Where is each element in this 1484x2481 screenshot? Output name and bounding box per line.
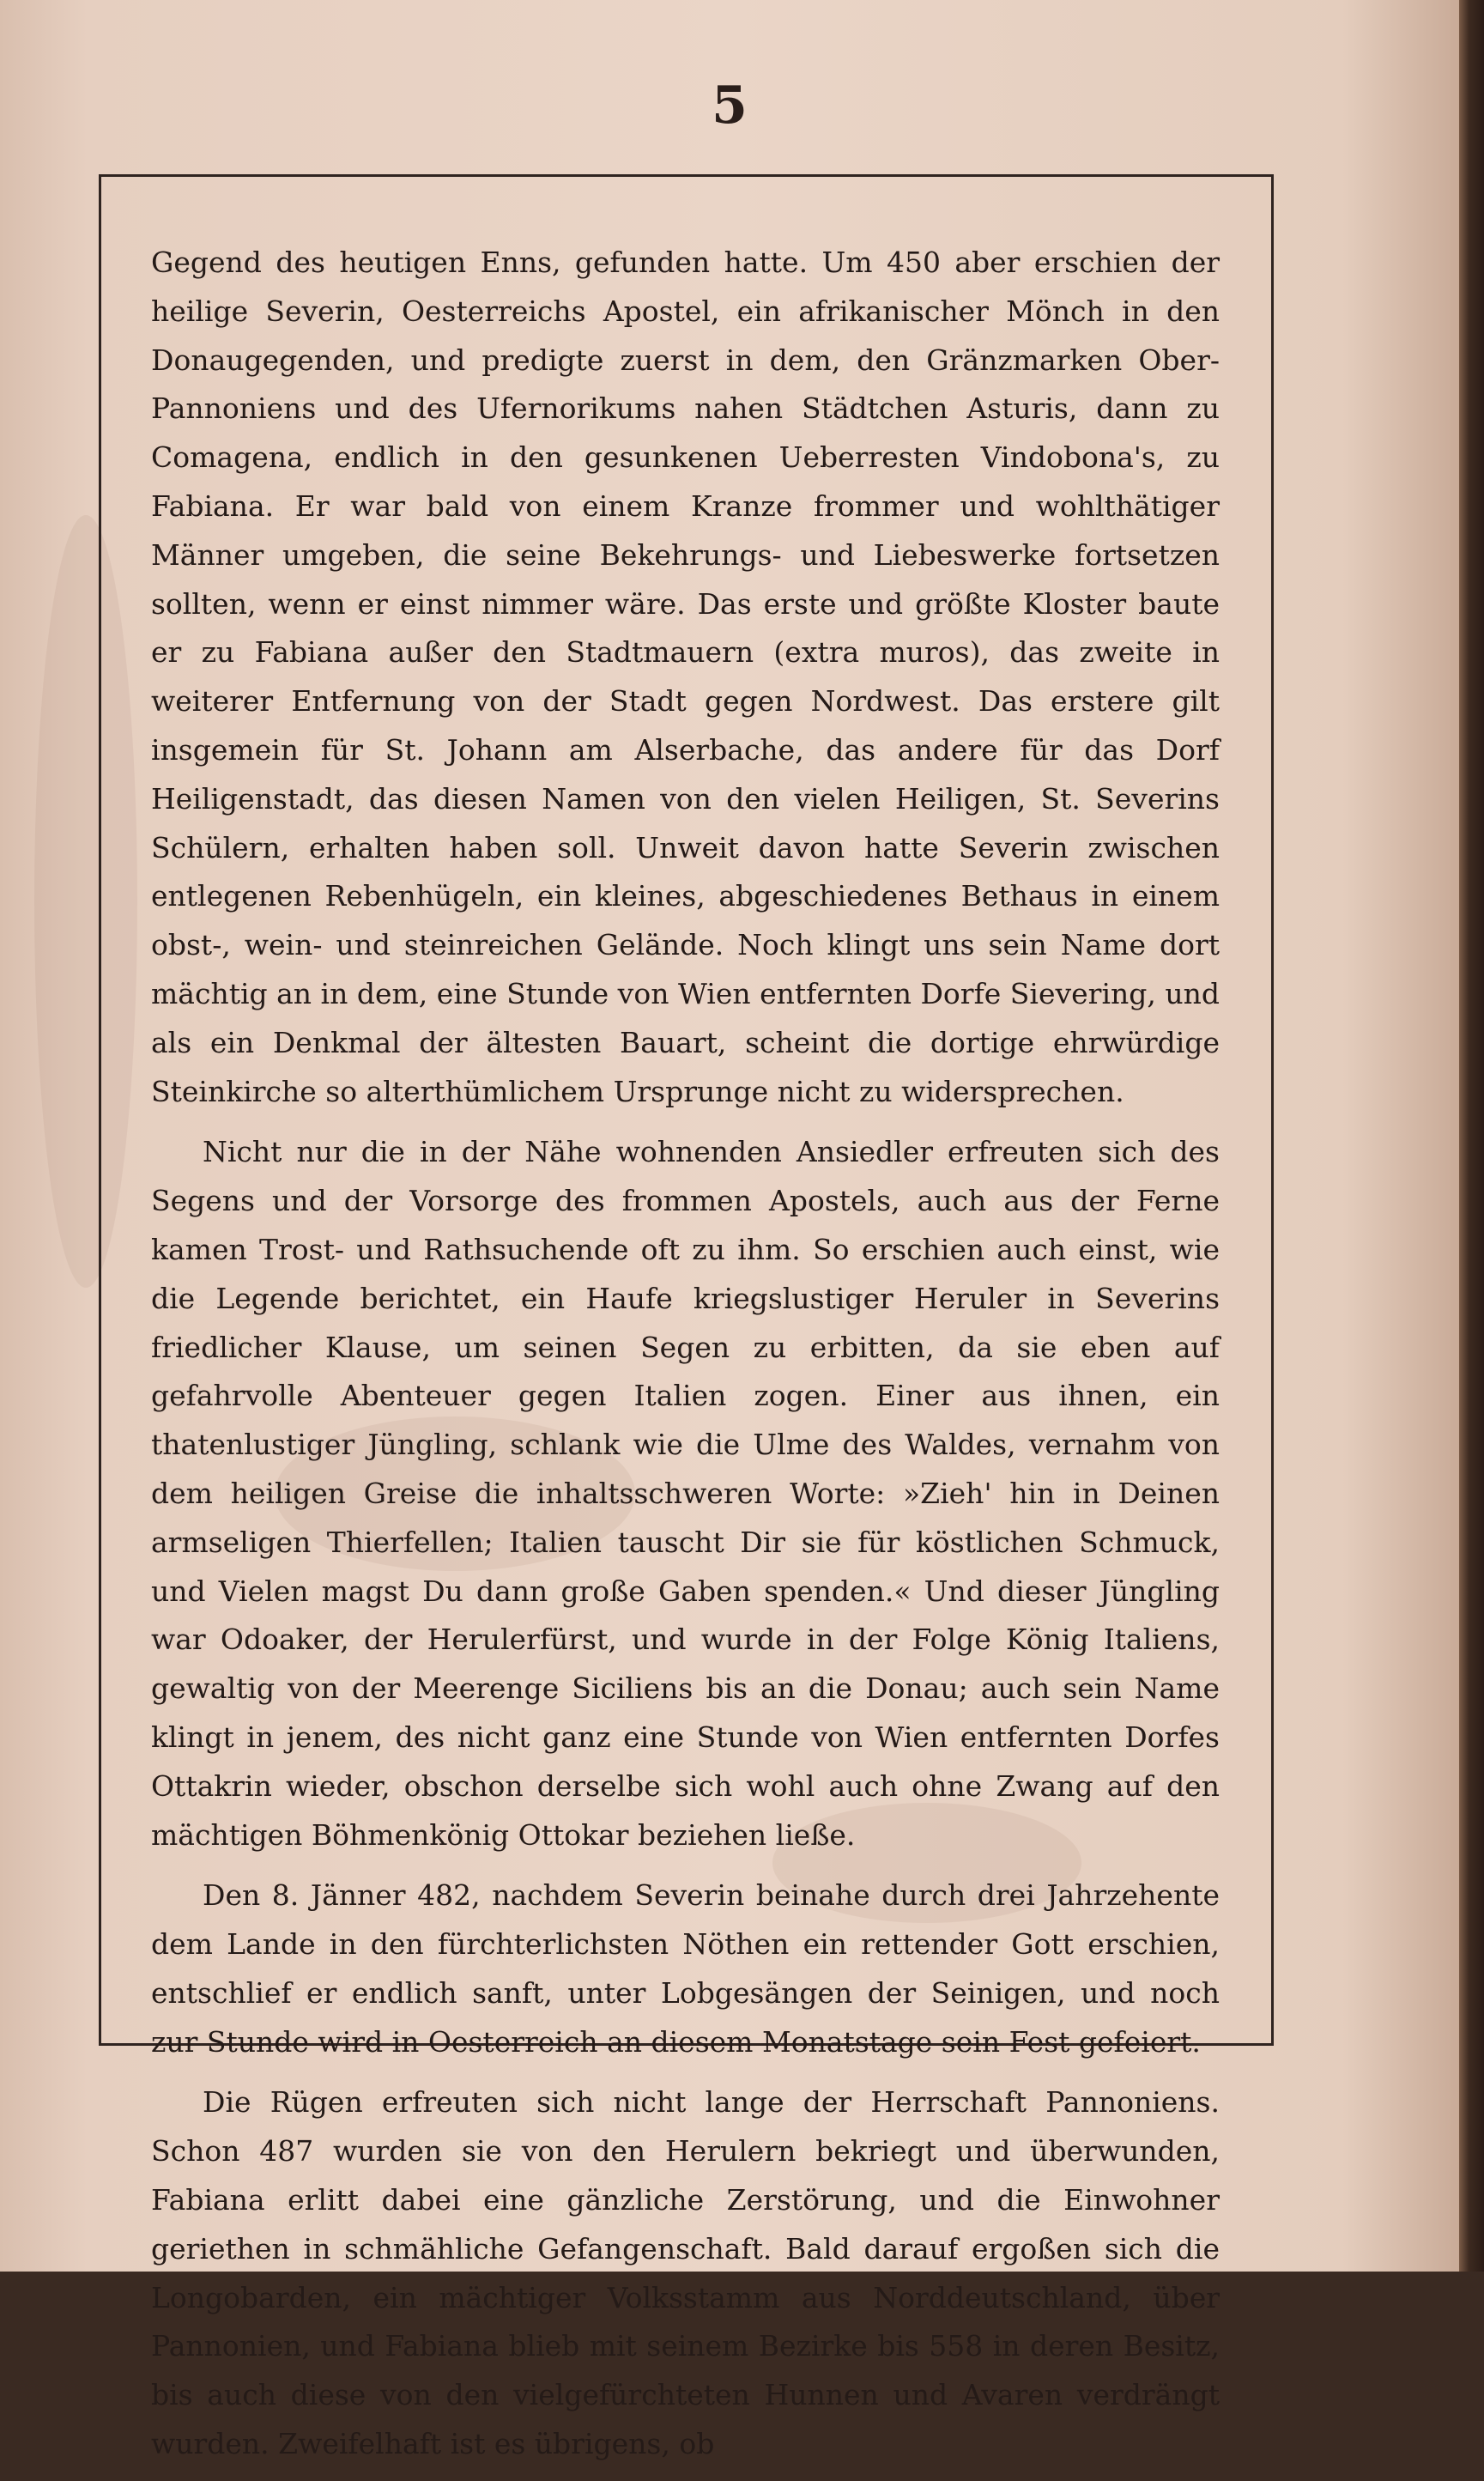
book-spine-edge: [1459, 0, 1484, 2272]
paragraph: Gegend des heutigen Enns, gefunden hatte. Um 450 aber erschien der heilige Severin, Oesterreichs Apostel, ein afrikanischer Mönch in den Donaugegenden, und predigte zuerst in dem, den Gränzmarken Ober-Pannoniens und des Ufernorikums nahen Städtchen Asturis, dann zu Comagena, endlich in den gesunkenen Ueberresten Vindobona's, zu Fabiana. Er war bald von einem Kranze frommer und wohlthätiger Männer umgeben, die seine Bekehrungs- und Liebeswerke fortsetzen sollten, wenn er einst nimmer wäre. Das erste und größte Kloster baute er zu Fabiana außer den Stadtmauern (extra muros), das zweite in weiterer Entfernung von der Stadt gegen Nordwest. Das erstere gilt insgemein für St. Johann am Alserbache, das andere für das Dorf Heiligenstadt, das diesen Namen von den vielen Heiligen, St. Severins Schülern, erhalten haben soll. Unweit davon hatte Severin zwischen entlegenen Rebenhügeln, ein kleines, abgeschiedenes Bethaus in einem obst-, wein- und steinreichen Gelände. Noch klingt uns sein Name dort mächtig an in dem, eine Stunde von Wien entfernten Dorfe Sievering, und als ein Denkmal der ältesten Bauart, scheint die dortige ehrwürdige Steinkirche so alterthümlichem Ursprunge nicht zu widersprechen.: [151, 246, 1220, 1108]
page-number: 5: [712, 76, 748, 136]
paragraph: Den 8. Jänner 482, nachdem Severin beinahe durch drei Jahrzehente dem Lande in den fürchterlichsten Nöthen ein rettender Gott erschien, entschlief er endlich sanft, unter Lobgesängen der Seinigen, und noch zur Stunde wird in Oesterreich an diesem Monatstage sein Fest gefeiert.: [151, 1878, 1220, 2059]
paragraph: Die Rügen erfreuten sich nicht lange der Herrschaft Pannoniens. Schon 487 wurden sie von den Herulern bekriegt und überwunden, Fabiana erlitt dabei eine gänzliche Zerstörung, und die Einwohner geriethen in schmähliche Gefangenschaft. Bald darauf ergoßen sich die Longobarden, ein mächtiger Volksstamm aus Norddeutschland, über Pannonien, und Fabiana blieb mit seinem Bezirke bis 558 in deren Besitz, bis auch diese von den vielgefürchteten Hunnen und Avaren verdrängt wurden. Zweifelhaft ist es übrigens, ob: [151, 2085, 1220, 2461]
body-text: [151, 239, 1220, 2481]
paragraph: Nicht nur die in der Nähe wohnenden Ansiedler erfreuten sich des Segens und der Vorsorge des frommen Apostels, auch aus der Ferne kamen Trost- und Rathsuchende oft zu ihm. So erschien auch einst, wie die Legende berichtet, ein Haufe kriegslustiger Heruler in Severins friedlicher Klause, um seinen Segen zu erbitten, da sie eben auf gefahrvolle Abenteuer gegen Italien zogen. Einer aus ihnen, ein thatenlustiger Jüngling, schlank wie die Ulme des Waldes, vernahm von dem heiligen Greise die inhaltsschweren Worte: »Zieh' hin in Deinen armseligen Thierfellen; Italien tauscht Dir sie für köstlichen Schmuck, und Vielen magst Du dann große Gaben spenden.« Und dieser Jüngling war Odoaker, der Herulerfürst, und wurde in der Folge König Italiens, gewaltig von der Meerenge Siciliens bis an die Donau; auch sein Name klingt in jenem, des nicht ganz eine Stunde von Wien entfernten Dorfes Ottakrin wieder, obschon derselbe sich wohl auch ohne Zwang auf den mächtigen Böhmenkönig Ottokar beziehen ließe.: [151, 1135, 1220, 1852]
